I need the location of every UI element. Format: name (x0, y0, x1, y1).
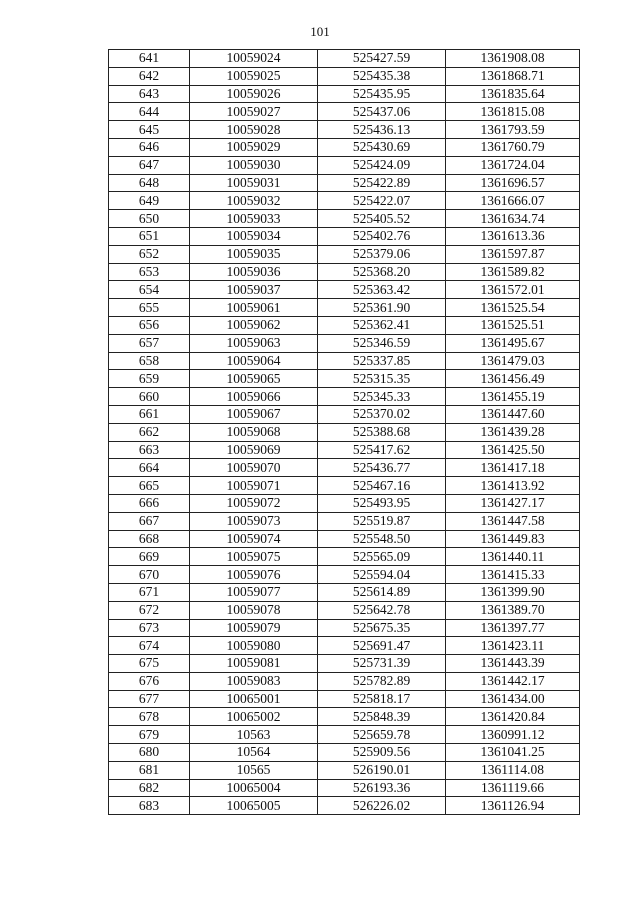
table-row (109, 566, 580, 584)
x-coordinate-cell: 525435.38 (318, 67, 446, 85)
row-index-cell: 675 (109, 655, 190, 673)
point-id-cell: 10059066 (190, 388, 318, 406)
point-id-cell: 10059077 (190, 583, 318, 601)
row-index-cell: 669 (109, 548, 190, 566)
point-id-cell: 10059065 (190, 370, 318, 388)
y-coordinate-cell: 1361119.66 (446, 779, 580, 797)
row-index-cell: 673 (109, 619, 190, 637)
x-coordinate-cell: 525370.02 (318, 405, 446, 423)
y-coordinate-cell: 1361447.58 (446, 512, 580, 530)
x-coordinate-cell: 525405.52 (318, 210, 446, 228)
row-index-cell: 683 (109, 797, 190, 815)
y-coordinate-cell: 1361442.17 (446, 672, 580, 690)
y-coordinate-cell: 1361423.11 (446, 637, 580, 655)
x-coordinate-cell: 525436.77 (318, 459, 446, 477)
x-coordinate-cell: 525368.20 (318, 263, 446, 281)
x-coordinate-cell: 525363.42 (318, 281, 446, 299)
row-index-cell: 682 (109, 779, 190, 797)
x-coordinate-cell: 525435.95 (318, 85, 446, 103)
point-id-cell: 10059068 (190, 423, 318, 441)
table-body (109, 50, 580, 815)
table-row (109, 156, 580, 174)
table-row (109, 548, 580, 566)
point-id-cell: 10065002 (190, 708, 318, 726)
y-coordinate-cell: 1361908.08 (446, 50, 580, 68)
table-row (109, 459, 580, 477)
y-coordinate-cell: 1360991.12 (446, 726, 580, 744)
row-index-cell: 658 (109, 352, 190, 370)
point-id-cell: 10059027 (190, 103, 318, 121)
table-row (109, 655, 580, 673)
row-index-cell: 641 (109, 50, 190, 68)
point-id-cell: 10563 (190, 726, 318, 744)
y-coordinate-cell: 1361443.39 (446, 655, 580, 673)
table-row (109, 138, 580, 156)
table-row (109, 726, 580, 744)
y-coordinate-cell: 1361114.08 (446, 761, 580, 779)
y-coordinate-cell: 1361525.51 (446, 316, 580, 334)
table-row (109, 388, 580, 406)
row-index-cell: 664 (109, 459, 190, 477)
y-coordinate-cell: 1361427.17 (446, 494, 580, 512)
table-row (109, 210, 580, 228)
point-id-cell: 10059035 (190, 245, 318, 263)
y-coordinate-cell: 1361597.87 (446, 245, 580, 263)
y-coordinate-cell: 1361447.60 (446, 405, 580, 423)
table-row (109, 601, 580, 619)
x-coordinate-cell: 525422.07 (318, 192, 446, 210)
row-index-cell: 676 (109, 672, 190, 690)
point-id-cell: 10059036 (190, 263, 318, 281)
y-coordinate-cell: 1361634.74 (446, 210, 580, 228)
table-row (109, 530, 580, 548)
row-index-cell: 670 (109, 566, 190, 584)
point-id-cell: 10059074 (190, 530, 318, 548)
y-coordinate-cell: 1361724.04 (446, 156, 580, 174)
point-id-cell: 10059031 (190, 174, 318, 192)
point-id-cell: 10564 (190, 744, 318, 762)
table-row (109, 583, 580, 601)
table-row (109, 227, 580, 245)
table-row (109, 494, 580, 512)
row-index-cell: 678 (109, 708, 190, 726)
point-id-cell: 10059061 (190, 299, 318, 317)
point-id-cell: 10059071 (190, 477, 318, 495)
point-id-cell: 10059072 (190, 494, 318, 512)
table-row (109, 441, 580, 459)
row-index-cell: 646 (109, 138, 190, 156)
x-coordinate-cell: 525388.68 (318, 423, 446, 441)
y-coordinate-cell: 1361413.92 (446, 477, 580, 495)
x-coordinate-cell: 525818.17 (318, 690, 446, 708)
table-row (109, 423, 580, 441)
table-row (109, 299, 580, 317)
x-coordinate-cell: 525430.69 (318, 138, 446, 156)
point-id-cell: 10065004 (190, 779, 318, 797)
x-coordinate-cell: 525565.09 (318, 548, 446, 566)
x-coordinate-cell: 525548.50 (318, 530, 446, 548)
x-coordinate-cell: 525379.06 (318, 245, 446, 263)
x-coordinate-cell: 525345.33 (318, 388, 446, 406)
row-index-cell: 644 (109, 103, 190, 121)
row-index-cell: 665 (109, 477, 190, 495)
row-index-cell: 653 (109, 263, 190, 281)
point-id-cell: 10065005 (190, 797, 318, 815)
table-row (109, 50, 580, 68)
y-coordinate-cell: 1361760.79 (446, 138, 580, 156)
coordinates-table-container (108, 49, 580, 815)
point-id-cell: 10059078 (190, 601, 318, 619)
y-coordinate-cell: 1361479.03 (446, 352, 580, 370)
point-id-cell: 10059029 (190, 138, 318, 156)
row-index-cell: 663 (109, 441, 190, 459)
row-index-cell: 654 (109, 281, 190, 299)
point-id-cell: 10059034 (190, 227, 318, 245)
x-coordinate-cell: 525782.89 (318, 672, 446, 690)
x-coordinate-cell: 525848.39 (318, 708, 446, 726)
row-index-cell: 649 (109, 192, 190, 210)
table-row (109, 103, 580, 121)
point-id-cell: 10059063 (190, 334, 318, 352)
x-coordinate-cell: 525422.89 (318, 174, 446, 192)
point-id-cell: 10065001 (190, 690, 318, 708)
row-index-cell: 656 (109, 316, 190, 334)
point-id-cell: 10059079 (190, 619, 318, 637)
x-coordinate-cell: 525594.04 (318, 566, 446, 584)
row-index-cell: 645 (109, 121, 190, 139)
y-coordinate-cell: 1361835.64 (446, 85, 580, 103)
x-coordinate-cell: 525675.35 (318, 619, 446, 637)
y-coordinate-cell: 1361389.70 (446, 601, 580, 619)
row-index-cell: 679 (109, 726, 190, 744)
table-row (109, 245, 580, 263)
x-coordinate-cell: 525362.41 (318, 316, 446, 334)
table-row (109, 744, 580, 762)
y-coordinate-cell: 1361399.90 (446, 583, 580, 601)
x-coordinate-cell: 525493.95 (318, 494, 446, 512)
y-coordinate-cell: 1361696.57 (446, 174, 580, 192)
table-row (109, 690, 580, 708)
row-index-cell: 674 (109, 637, 190, 655)
point-id-cell: 10059083 (190, 672, 318, 690)
point-id-cell: 10059069 (190, 441, 318, 459)
x-coordinate-cell: 525315.35 (318, 370, 446, 388)
x-coordinate-cell: 525614.89 (318, 583, 446, 601)
row-index-cell: 666 (109, 494, 190, 512)
x-coordinate-cell: 525346.59 (318, 334, 446, 352)
table-row (109, 779, 580, 797)
table-row (109, 85, 580, 103)
x-coordinate-cell: 526190.01 (318, 761, 446, 779)
table-row (109, 316, 580, 334)
x-coordinate-cell: 525427.59 (318, 50, 446, 68)
row-index-cell: 647 (109, 156, 190, 174)
y-coordinate-cell: 1361041.25 (446, 744, 580, 762)
y-coordinate-cell: 1361455.19 (446, 388, 580, 406)
table-row (109, 708, 580, 726)
y-coordinate-cell: 1361495.67 (446, 334, 580, 352)
point-id-cell: 10059067 (190, 405, 318, 423)
table-row (109, 192, 580, 210)
point-id-cell: 10059062 (190, 316, 318, 334)
table-row (109, 370, 580, 388)
point-id-cell: 10059033 (190, 210, 318, 228)
x-coordinate-cell: 525731.39 (318, 655, 446, 673)
row-index-cell: 642 (109, 67, 190, 85)
row-index-cell: 661 (109, 405, 190, 423)
row-index-cell: 648 (109, 174, 190, 192)
y-coordinate-cell: 1361525.54 (446, 299, 580, 317)
point-id-cell: 10059070 (190, 459, 318, 477)
row-index-cell: 667 (109, 512, 190, 530)
y-coordinate-cell: 1361415.33 (446, 566, 580, 584)
point-id-cell: 10059037 (190, 281, 318, 299)
row-index-cell: 659 (109, 370, 190, 388)
y-coordinate-cell: 1361815.08 (446, 103, 580, 121)
point-id-cell: 10059073 (190, 512, 318, 530)
y-coordinate-cell: 1361126.94 (446, 797, 580, 815)
table-row (109, 121, 580, 139)
table-row (109, 263, 580, 281)
row-index-cell: 671 (109, 583, 190, 601)
y-coordinate-cell: 1361449.83 (446, 530, 580, 548)
point-id-cell: 10059028 (190, 121, 318, 139)
point-id-cell: 10565 (190, 761, 318, 779)
row-index-cell: 662 (109, 423, 190, 441)
table-row (109, 512, 580, 530)
y-coordinate-cell: 1361434.00 (446, 690, 580, 708)
row-index-cell: 681 (109, 761, 190, 779)
x-coordinate-cell: 525417.62 (318, 441, 446, 459)
row-index-cell: 651 (109, 227, 190, 245)
row-index-cell: 677 (109, 690, 190, 708)
table-row (109, 797, 580, 815)
x-coordinate-cell: 525659.78 (318, 726, 446, 744)
row-index-cell: 655 (109, 299, 190, 317)
table-row (109, 281, 580, 299)
x-coordinate-cell: 525437.06 (318, 103, 446, 121)
x-coordinate-cell: 525424.09 (318, 156, 446, 174)
point-id-cell: 10059075 (190, 548, 318, 566)
y-coordinate-cell: 1361666.07 (446, 192, 580, 210)
point-id-cell: 10059064 (190, 352, 318, 370)
x-coordinate-cell: 525909.56 (318, 744, 446, 762)
y-coordinate-cell: 1361456.49 (446, 370, 580, 388)
y-coordinate-cell: 1361868.71 (446, 67, 580, 85)
table-row (109, 619, 580, 637)
table-row (109, 477, 580, 495)
table-row (109, 761, 580, 779)
point-id-cell: 10059032 (190, 192, 318, 210)
y-coordinate-cell: 1361439.28 (446, 423, 580, 441)
table-row (109, 637, 580, 655)
point-id-cell: 10059026 (190, 85, 318, 103)
table-row (109, 67, 580, 85)
row-index-cell: 660 (109, 388, 190, 406)
point-id-cell: 10059076 (190, 566, 318, 584)
row-index-cell: 652 (109, 245, 190, 263)
row-index-cell: 657 (109, 334, 190, 352)
y-coordinate-cell: 1361793.59 (446, 121, 580, 139)
table-row (109, 405, 580, 423)
y-coordinate-cell: 1361425.50 (446, 441, 580, 459)
table-row (109, 672, 580, 690)
y-coordinate-cell: 1361417.18 (446, 459, 580, 477)
x-coordinate-cell: 526193.36 (318, 779, 446, 797)
y-coordinate-cell: 1361420.84 (446, 708, 580, 726)
point-id-cell: 10059025 (190, 67, 318, 85)
row-index-cell: 668 (109, 530, 190, 548)
table-row (109, 352, 580, 370)
x-coordinate-cell: 525519.87 (318, 512, 446, 530)
x-coordinate-cell: 525642.78 (318, 601, 446, 619)
y-coordinate-cell: 1361572.01 (446, 281, 580, 299)
row-index-cell: 650 (109, 210, 190, 228)
row-index-cell: 680 (109, 744, 190, 762)
page-number: 101 (310, 24, 330, 39)
point-id-cell: 10059030 (190, 156, 318, 174)
y-coordinate-cell: 1361397.77 (446, 619, 580, 637)
row-index-cell: 643 (109, 85, 190, 103)
point-id-cell: 10059080 (190, 637, 318, 655)
x-coordinate-cell: 526226.02 (318, 797, 446, 815)
x-coordinate-cell: 525436.13 (318, 121, 446, 139)
table-row (109, 174, 580, 192)
point-id-cell: 10059024 (190, 50, 318, 68)
table-row (109, 334, 580, 352)
row-index-cell: 672 (109, 601, 190, 619)
x-coordinate-cell: 525467.16 (318, 477, 446, 495)
x-coordinate-cell: 525691.47 (318, 637, 446, 655)
x-coordinate-cell: 525402.76 (318, 227, 446, 245)
y-coordinate-cell: 1361589.82 (446, 263, 580, 281)
x-coordinate-cell: 525361.90 (318, 299, 446, 317)
y-coordinate-cell: 1361613.36 (446, 227, 580, 245)
y-coordinate-cell: 1361440.11 (446, 548, 580, 566)
x-coordinate-cell: 525337.85 (318, 352, 446, 370)
coordinates-table (108, 49, 580, 815)
point-id-cell: 10059081 (190, 655, 318, 673)
